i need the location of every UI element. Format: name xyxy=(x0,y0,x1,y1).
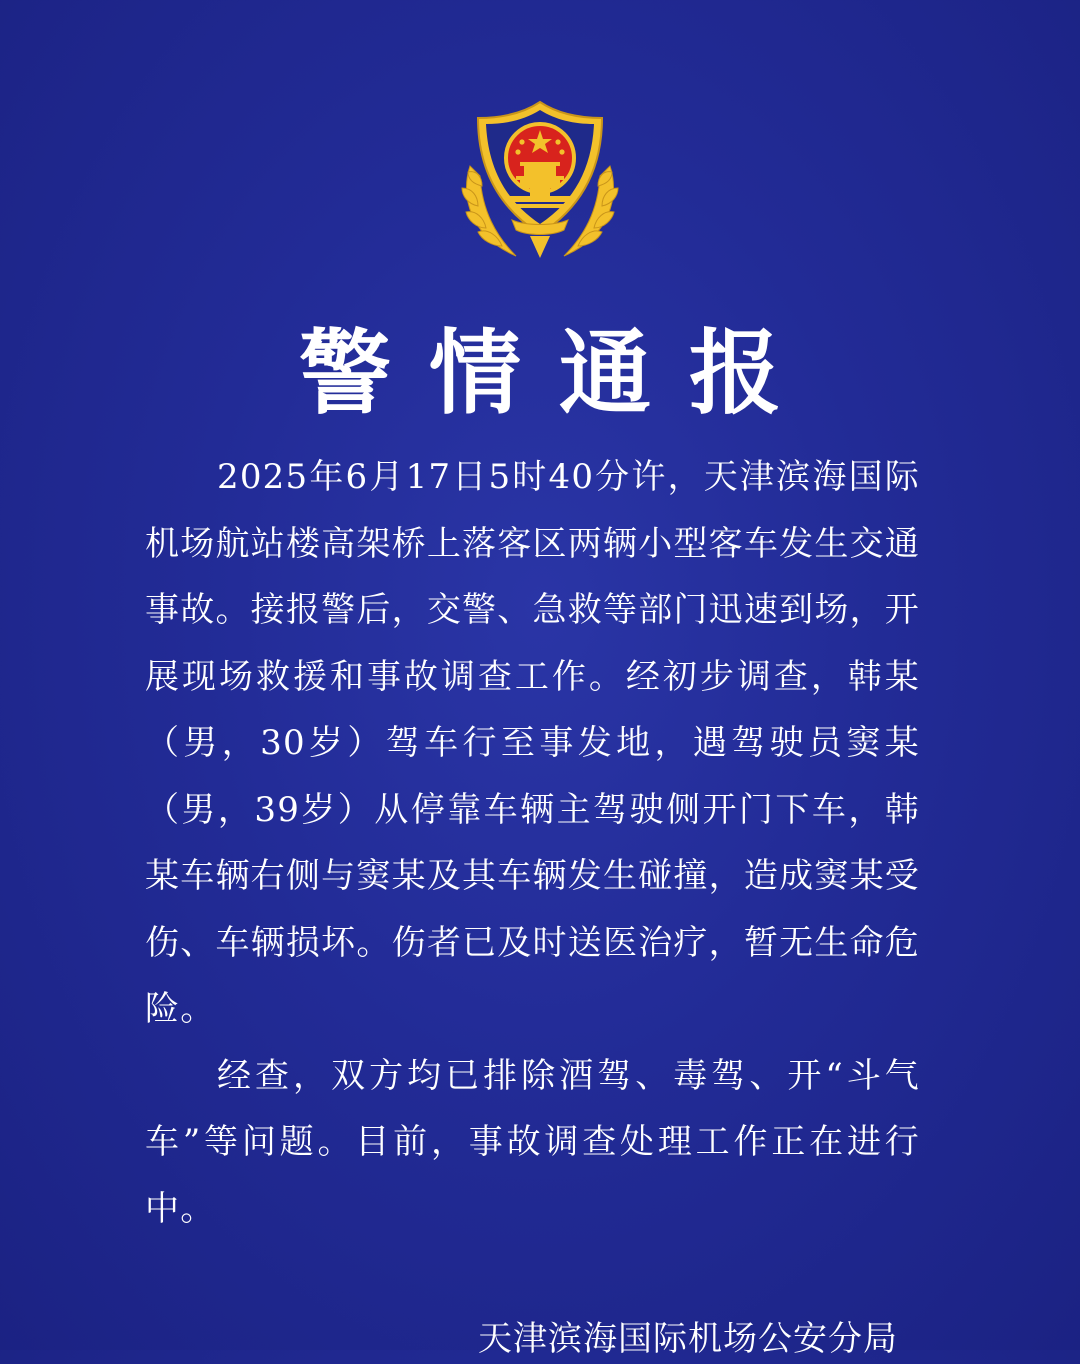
issuer-signature: 天津滨海国际机场公安分局 xyxy=(478,1319,898,1359)
notice-body xyxy=(145,444,920,1242)
notice-title: 警情通报 xyxy=(298,319,819,427)
notice-paragraph-2: 经查，双方均已排除酒驾、毒驾、开“斗气车”等问题。目前，事故调查处理工作正在进行中。 xyxy=(145,1055,920,1229)
police-emblem-icon xyxy=(456,96,624,268)
notice-paragraph-1: 2025年6月17日5时40分许，天津滨海国际机场航站楼高架桥上落客区两辆小型客车发生交通事故。接报警后，交警、急救等部门迅速到场，开展现场救援和事故调查工作。经初步调查，韩某（男，30岁）驾车行至事发地，遇驾驶员窦某（男，39岁）从停靠车辆主驾驶侧开门下车，韩某车辆右侧与窦某及其车辆发生碰撞，造成窦某受伤、车辆损坏。伤者已及时送医治疗，暂无生命危险。 xyxy=(145,457,920,1029)
